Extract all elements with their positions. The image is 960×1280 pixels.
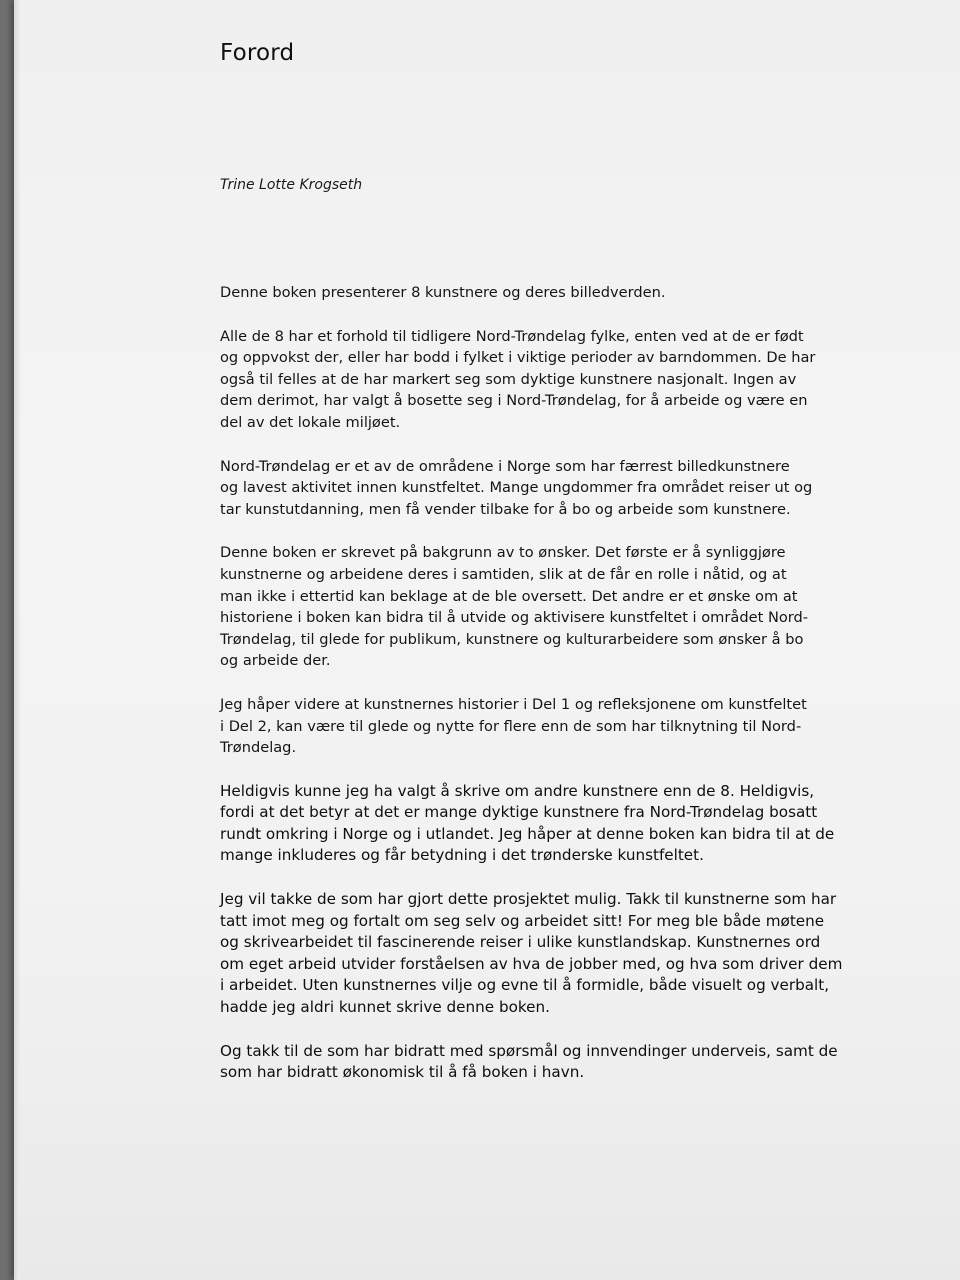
- paragraph: [220, 1041, 838, 1084]
- page-content: [220, 40, 843, 1106]
- text-line: dem derimot, har valgt å bosette seg i Nord-Trøndelag, for å arbeide og være en: [220, 392, 808, 410]
- text-line: rundt omkring i Norge og i utlandet. Jeg håper at denne boken kan bidra til at de: [220, 824, 835, 843]
- text-line: Jeg vil takke de som har gjort dette prosjektet mulig. Takk til kunstnerne som har: [220, 890, 837, 909]
- paragraph: [220, 542, 830, 672]
- text-line: om eget arbeid utvider forståelsen av hva de jobber med, og hva som driver dem: [220, 954, 843, 973]
- text-line: Nord-Trøndelag er et av de områdene i Norge som har færrest billedkunstnere: [220, 457, 790, 475]
- text-line: Trøndelag, til glede for publikum, kunstnere og kulturarbeidere som ønsker å bo: [220, 630, 804, 648]
- text-line: Alle de 8 har et forhold til tidligere Nord-Trøndelag fylke, enten ved at de er født: [220, 327, 804, 345]
- paragraph: [220, 781, 835, 867]
- text-line: og oppvokst der, eller har bodd i fylket i viktige perioder av barndommen. De har: [220, 349, 816, 367]
- text-line: Og takk til de som har bidratt med spørsmål og innvendinger underveis, samt de: [220, 1041, 838, 1060]
- text-line: i Del 2, kan være til glede og nytte for flere enn de som har tilknytning til Nord-: [220, 717, 802, 735]
- text-line: del av det lokale miljøet.: [220, 413, 401, 431]
- text-line: som har bidratt økonomisk til å få boken i havn.: [220, 1063, 585, 1082]
- paragraph: [220, 326, 830, 434]
- book-page: [14, 0, 960, 1280]
- text-line: Heldigvis kunne jeg ha valgt å skrive om andre kunstnere enn de 8. Heldigvis,: [220, 781, 815, 800]
- text-line: hadde jeg aldri kunnet skrive denne boken.: [220, 998, 550, 1017]
- page-edge: [14, 0, 20, 1280]
- text-line: mange inkluderes og får betydning i det trønderske kunstfeltet.: [220, 846, 704, 865]
- paragraph: [220, 889, 843, 1019]
- text-line: tatt imot meg og fortalt om seg selv og arbeidet sitt! For meg ble både møtene: [220, 911, 825, 930]
- text-line: i arbeidet. Uten kunstnernes vilje og evne til å formidle, både visuelt og verbalt,: [220, 976, 830, 995]
- body-text: [220, 282, 843, 1084]
- paragraph: [220, 694, 830, 759]
- text-line: tar kunstutdanning, men få vender tilbake for å bo og arbeide som kunstnere.: [220, 500, 791, 518]
- text-line: også til felles at de har markert seg som dyktige kunstnere nasjonalt. Ingen av: [220, 370, 797, 388]
- page-title: Forord: [220, 40, 295, 66]
- text-line: Denne boken presenterer 8 kunstnere og deres billedverden.: [220, 284, 666, 301]
- text-line: kunstnerne og arbeidene deres i samtiden, slik at de får en rolle i nåtid, og at: [220, 565, 787, 583]
- text-line: og lavest aktivitet innen kunstfeltet. Mange ungdommer fra området reiser ut og: [220, 479, 813, 497]
- text-line: og arbeide der.: [220, 652, 331, 670]
- text-line: historiene i boken kan bidra til å utvide og aktivisere kunstfeltet i området Nord-: [220, 609, 809, 627]
- text-line: og skrivearbeidet til fascinerende reiser i ulike kunstlandskap. Kunstnernes ord: [220, 933, 821, 952]
- paragraph: [220, 456, 830, 521]
- paragraph: [220, 282, 830, 304]
- text-line: Jeg håper videre at kunstnernes historier i Del 1 og refleksjonene om kunstfeltet: [220, 695, 807, 713]
- text-line: Denne boken er skrevet på bakgrunn av to ønsker. Det første er å synliggjøre: [220, 544, 786, 562]
- author-name: Trine Lotte Krogseth: [220, 177, 363, 193]
- text-line: Trøndelag.: [220, 739, 297, 757]
- text-line: fordi at det betyr at det er mange dyktige kunstnere fra Nord-Trøndelag bosatt: [220, 803, 818, 822]
- text-line: man ikke i ettertid kan beklage at de ble oversett. Det andre er et ønske om at: [220, 587, 798, 605]
